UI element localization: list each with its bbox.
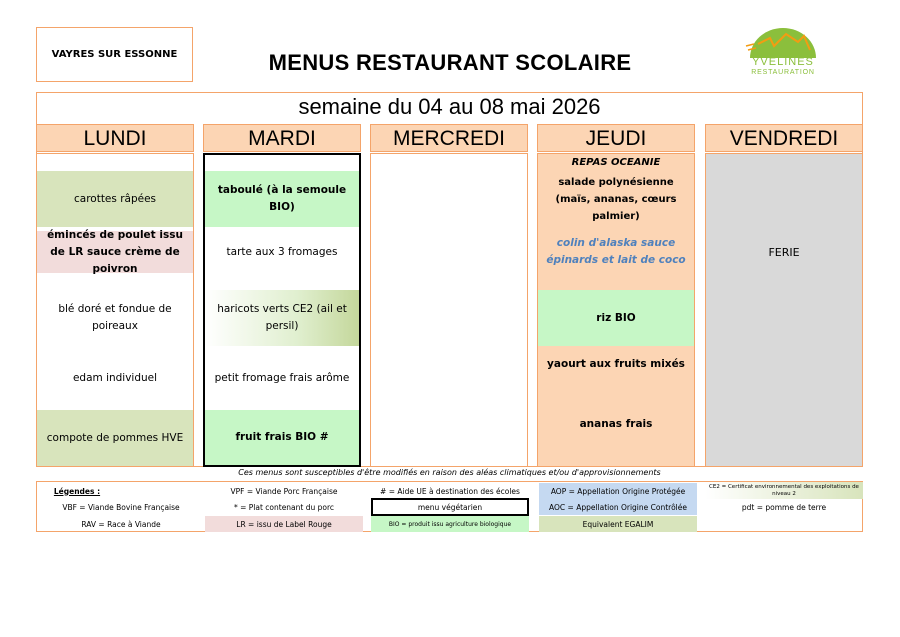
legend-vpf: VPF = Viande Porc Française xyxy=(230,486,338,496)
mardi-cheese: petit fromage frais arôme xyxy=(214,371,350,384)
day-header-mercredi: MERCREDI xyxy=(370,124,528,152)
day-header-vendredi: VENDREDI xyxy=(705,124,863,152)
legend-ce2: CE2 = Certificat environnemental des exploitations de niveau 2 xyxy=(705,482,863,499)
jeudi-side: riz BIO xyxy=(538,290,694,346)
jeudi-main: colin d'alaska sauce épinards et lait de coco xyxy=(546,237,686,266)
mardi-starter: taboulé (à la semoule BIO) xyxy=(205,171,359,227)
vendredi-background xyxy=(706,154,862,466)
mardi-side: haricots verts CE2 (ail et persil) xyxy=(205,290,359,346)
legend-vbf: VBF = Viande Bovine Française xyxy=(62,502,180,512)
lundi-cheese: edam individuel xyxy=(72,371,158,384)
legend-aide-ue: # = Aide UE à destination des écoles xyxy=(380,486,520,496)
school-name: VAYRES SUR ESSONNE xyxy=(51,49,178,60)
day-header-jeudi: JEUDI xyxy=(537,124,695,152)
jeudi-starter: salade polynésienne (maïs, ananas, cœurs palmier) xyxy=(555,176,677,222)
jeudi-dairy: yaourt aux fruits mixés xyxy=(547,357,685,370)
logo-text-yvelines: YVELINES xyxy=(752,56,814,68)
lundi-main: émincés de poulet issu de LR sauce crème de poivron xyxy=(37,231,193,273)
page-title: MENUS RESTAURANT SCOLAIRE xyxy=(268,50,632,75)
logo-text-restauration: RESTAURATION xyxy=(751,69,815,76)
legend-box xyxy=(36,481,863,532)
column-mercredi xyxy=(370,153,528,467)
mardi-main: tarte aux 3 fromages xyxy=(226,245,338,258)
lundi-side: blé doré et fondue de poireaux xyxy=(58,303,172,332)
vegetarian-day-outline xyxy=(203,153,361,467)
legend-title: Légendes : xyxy=(53,486,101,496)
legend-egalim: Equivalent EGALIM xyxy=(539,516,697,532)
vendredi-holiday: FERIE xyxy=(768,245,800,259)
legend-bio: BIO = produit issu agriculture biologique xyxy=(371,516,529,532)
mardi-dessert: fruit frais BIO # xyxy=(205,410,359,465)
lundi-dessert: compote de pommes HVE xyxy=(37,410,193,466)
jeudi-theme: REPAS OCEANIE xyxy=(571,156,661,168)
day-header-lundi: LUNDI xyxy=(36,124,194,152)
legend-aop: AOP = Appellation Origine Protégée xyxy=(539,483,697,499)
legend-porc: * = Plat contenant du porc xyxy=(233,502,335,512)
week-range: semaine du 04 au 08 mai 2026 xyxy=(298,94,601,119)
legend-aoc: AOC = Appellation Origine Contrôlée xyxy=(539,499,697,515)
lundi-starter: carottes râpées xyxy=(37,171,193,227)
legend-rav: RAV = Race à Viande xyxy=(81,519,161,529)
legend-vegetarian: menu végétarien xyxy=(371,498,529,516)
day-header-mardi: MARDI xyxy=(203,124,361,152)
legend-pdt: pdt = pomme de terre xyxy=(741,502,827,512)
legend-label-rouge: LR = issu de Label Rouge xyxy=(205,516,363,532)
school-name-box xyxy=(36,27,193,82)
jeudi-dessert: ananas frais xyxy=(579,417,653,430)
disclaimer-note: Ces menus sont susceptibles d'être modifiés en raison des aléas climatiques et/ou d'approvisionnements xyxy=(238,468,661,477)
